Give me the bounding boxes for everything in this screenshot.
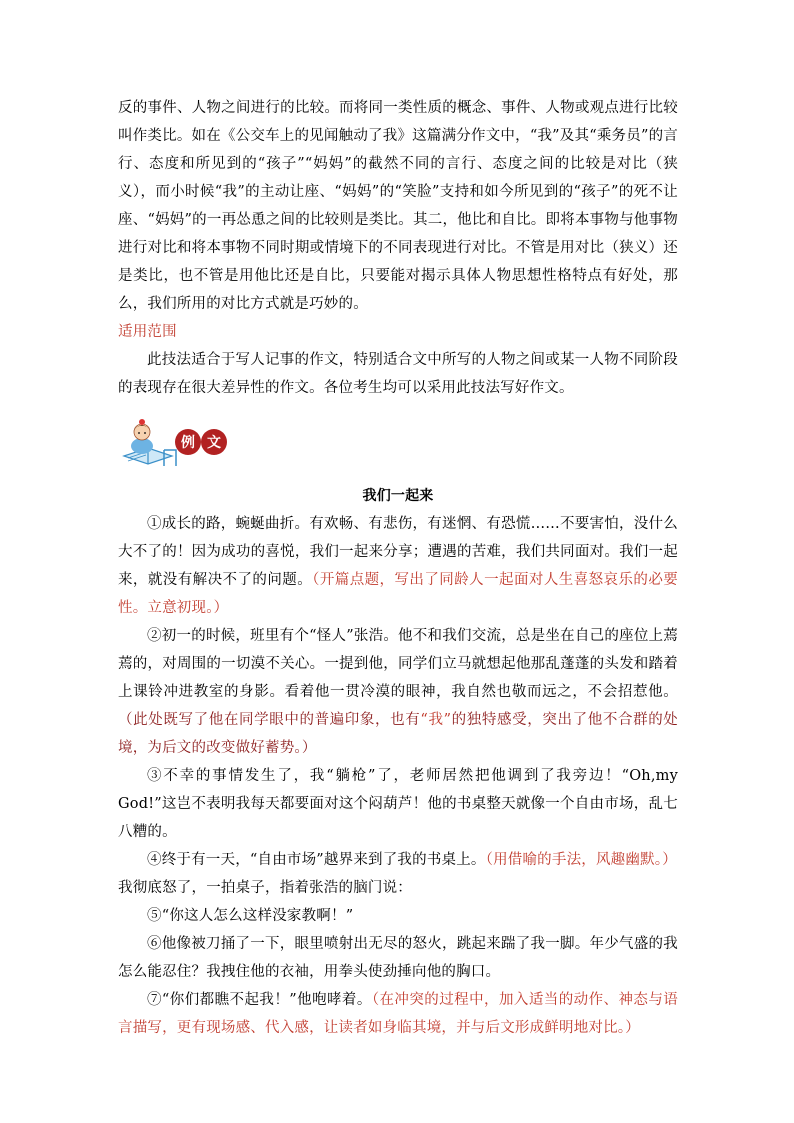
p4-annotation: （用借喻的手法，风趣幽默。） <box>485 852 677 868</box>
essay-paragraph-6: ⑥他像被刀捅了一下，眼里喷射出无尽的怒火，跳起来踹了我一脚。年少气盛的我怎么能忍住？我拽住他的衣袖，用拳头使劲捶向他的胸口。 <box>118 936 678 980</box>
p2-annotation-b: “我” <box>420 712 452 728</box>
example-char-2: 文 <box>207 435 221 451</box>
scope-paragraph: 此技法适合于写人记事的作文，特别适合文中所写的人物之间或某一人物不同阶段的表现存在很大差异性的作文。各位考生均可以采用此技法写好作文。 <box>118 352 678 396</box>
essay-paragraph-5: ⑤“你这人怎么这样没家教啊！” <box>147 908 354 924</box>
essay-paragraph-7 <box>118 986 678 1042</box>
p1-annotation: （开篇点题，写出了同龄人一起面对人生喜怒哀乐的必要性。立意初现。） <box>118 572 678 616</box>
example-char-1: 例 <box>181 435 195 451</box>
example-banner <box>118 416 678 472</box>
scope-heading: 适用范围 <box>118 324 177 340</box>
essay-paragraph-1 <box>118 510 678 622</box>
essay-paragraph-4 <box>118 846 678 874</box>
p4-text: ④终于有一天，“自由市场”越界来到了我的书桌上。 <box>147 852 486 868</box>
reading-child-icon <box>118 416 238 472</box>
essay-paragraph-4-cont: 我彻底怒了，一拍桌子，指着张浩的脑门说： <box>118 880 412 896</box>
essay-title: 我们一起来 <box>362 488 434 504</box>
essay-paragraph-3: ③不幸的事情发生了，我“躺枪”了，老师居然把他调到了我旁边！“Oh,my God!”这岂不表明我每天都要面对这个闷葫芦！他的书桌整天就像一个自由市场，乱七八糟的。 <box>118 768 678 840</box>
p7-text: ⑦“你们都瞧不起我！”他咆哮着。 <box>147 992 372 1008</box>
intro-paragraph: 反的事件、人物之间进行的比较。而将同一类性质的概念、事件、人物或观点进行比较叫作类比。如在《公交车上的见闻触动了我》这篇满分作文中，“我”及其“乘务员”的言行、态度和所见到的“孩子”“妈妈”的截然不同的言行、态度之间的比较是对比（狭义），而小时候“我”的主动让座、“妈妈”的“笑脸”支持和如今所见到的“孩子”的死不让座、“妈妈”的一再怂恿之间的比较则是类比。其二，他比和自比。即将本事物与他事物进行对比和将本事物不同时期或情境下的不同表现进行对比。不管是用对比（狭义）还是类比，也不管是用他比还是自比，只要能对揭示具体人物思想性格特点有好处，那么，我们所用的对比方式就是巧妙的。 <box>118 100 678 312</box>
essay-paragraph-2 <box>118 622 678 762</box>
p7-annotation: （在冲突的过程中，加入适当的动作、神态与语言描写，更有现场感、代入感，让读者如身临其境，并与后文形成鲜明地对比。） <box>118 992 678 1036</box>
p2-text: ②初一的时候，班里有个“怪人”张浩。他不和我们交流，总是坐在自己的座位上蔫蔫的，对周围的一切漠不关心。一提到他，同学们立马就想起他那乱蓬蓬的头发和踏着上课铃冲进教室的身影。看着他一贯冷漠的眼神，我自然也敬而远之，不会招惹他。 <box>118 628 678 700</box>
p2-annotation-c: 的独特感受，突出了他不合群的处境，为后文的改变做好蓄势。） <box>118 712 679 756</box>
p2-annotation-a: （此处既写了他在同学眼中的普遍印象，也有 <box>118 712 421 728</box>
document-content <box>118 94 678 1042</box>
p1-text: ①成长的路，蜿蜒曲折。有欢畅、有悲伤，有迷惘、有恐慌……不要害怕，没什么大不了的！因为成功的喜悦，我们一起来分享；遭遇的苦难，我们共同面对。我们一起来，就没有解决不了的问题。 <box>118 516 678 588</box>
